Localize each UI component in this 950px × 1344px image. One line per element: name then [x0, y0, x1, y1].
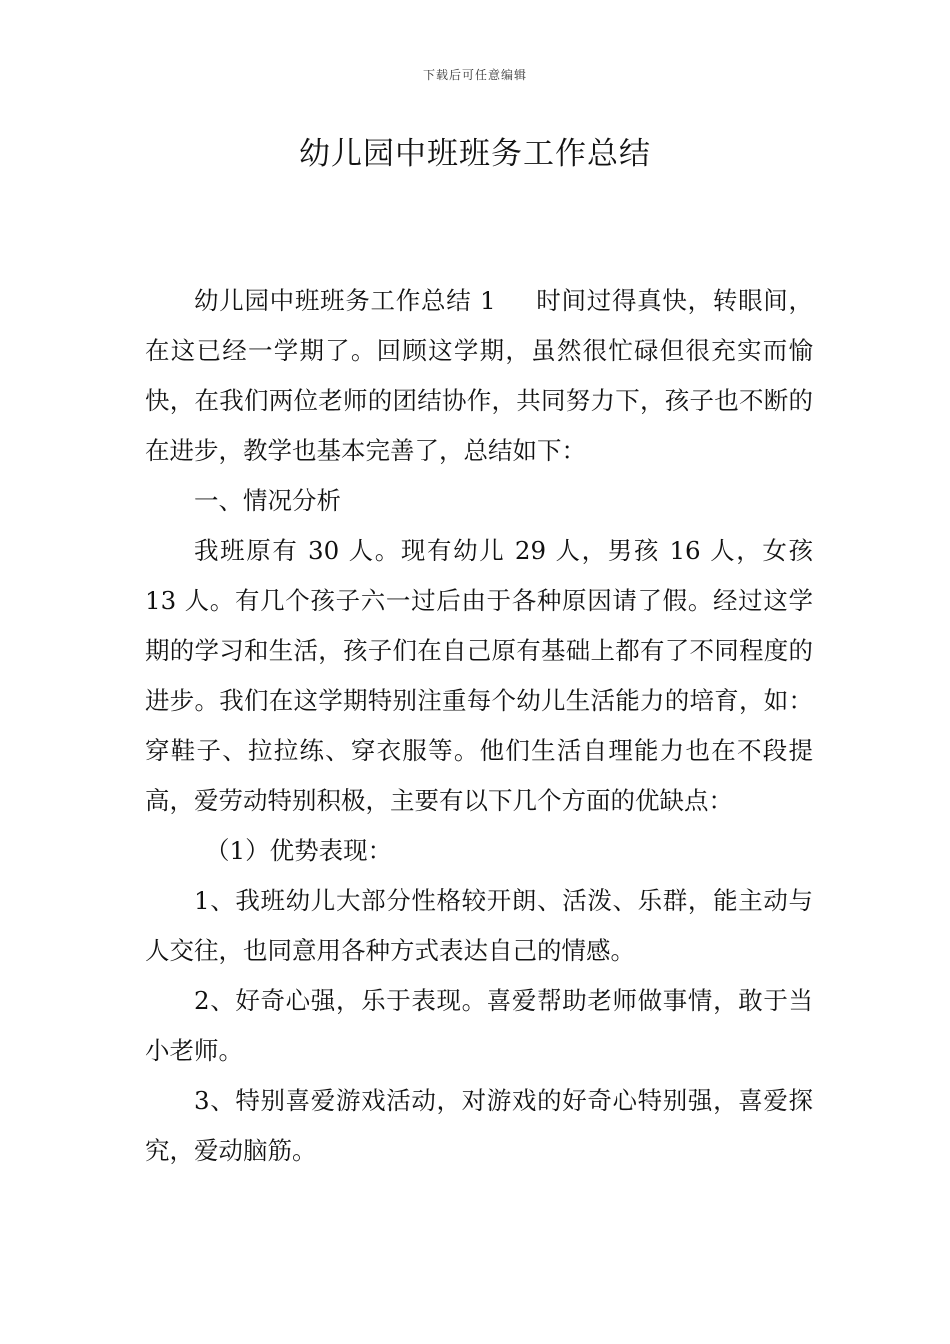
section-heading: 一、情况分析: [194, 486, 341, 515]
document-title: 幼儿园中班班务工作总结: [299, 136, 651, 172]
document-body: [145, 276, 813, 1176]
advantages-heading: （1）优势表现：: [205, 836, 393, 865]
intro-paragraph: [145, 276, 813, 476]
header-note: 下载后可任意编辑: [422, 68, 527, 82]
point-item: 2、好奇心强，乐于表现。喜爱帮助老师做事情，敢于当小老师。: [145, 986, 813, 1065]
point-item: 1、我班幼儿大部分性格较开朗、活泼、乐群，能主动与人交往，也同意用各种方式表达自己的情感。: [145, 886, 813, 965]
point-item: 3、特别喜爱游戏活动，对游戏的好奇心特别强，喜爱探究，爱动脑筋。: [145, 1086, 813, 1165]
situation-paragraph: 我班原有 30 人。现有幼儿 29 人，男孩 16 人，女孩 13 人。有几个孩子六一过后由于各种原因请了假。经过这学期的学习和生活，孩子们在自己原有基础上都有了不同程度的进步。我们在这学期特别注重每个幼儿生活能力的培育，如：穿鞋子、拉拉练、穿衣服等。他们生活自理能力也在不段提高，爱劳动特别积极，主要有以下几个方面的优缺点：: [145, 536, 813, 815]
intro-heading: 幼儿园中班班务工作总结 1: [194, 286, 496, 315]
intro-text: 时间过得真快，转眼间，在这已经一学期了。回顾这学期，虽然很忙碌但很充实而愉快，在我们两位老师的团结协作，共同努力下，孩子也不断的在进步，教学也基本完善了，总结如下：: [145, 286, 814, 465]
